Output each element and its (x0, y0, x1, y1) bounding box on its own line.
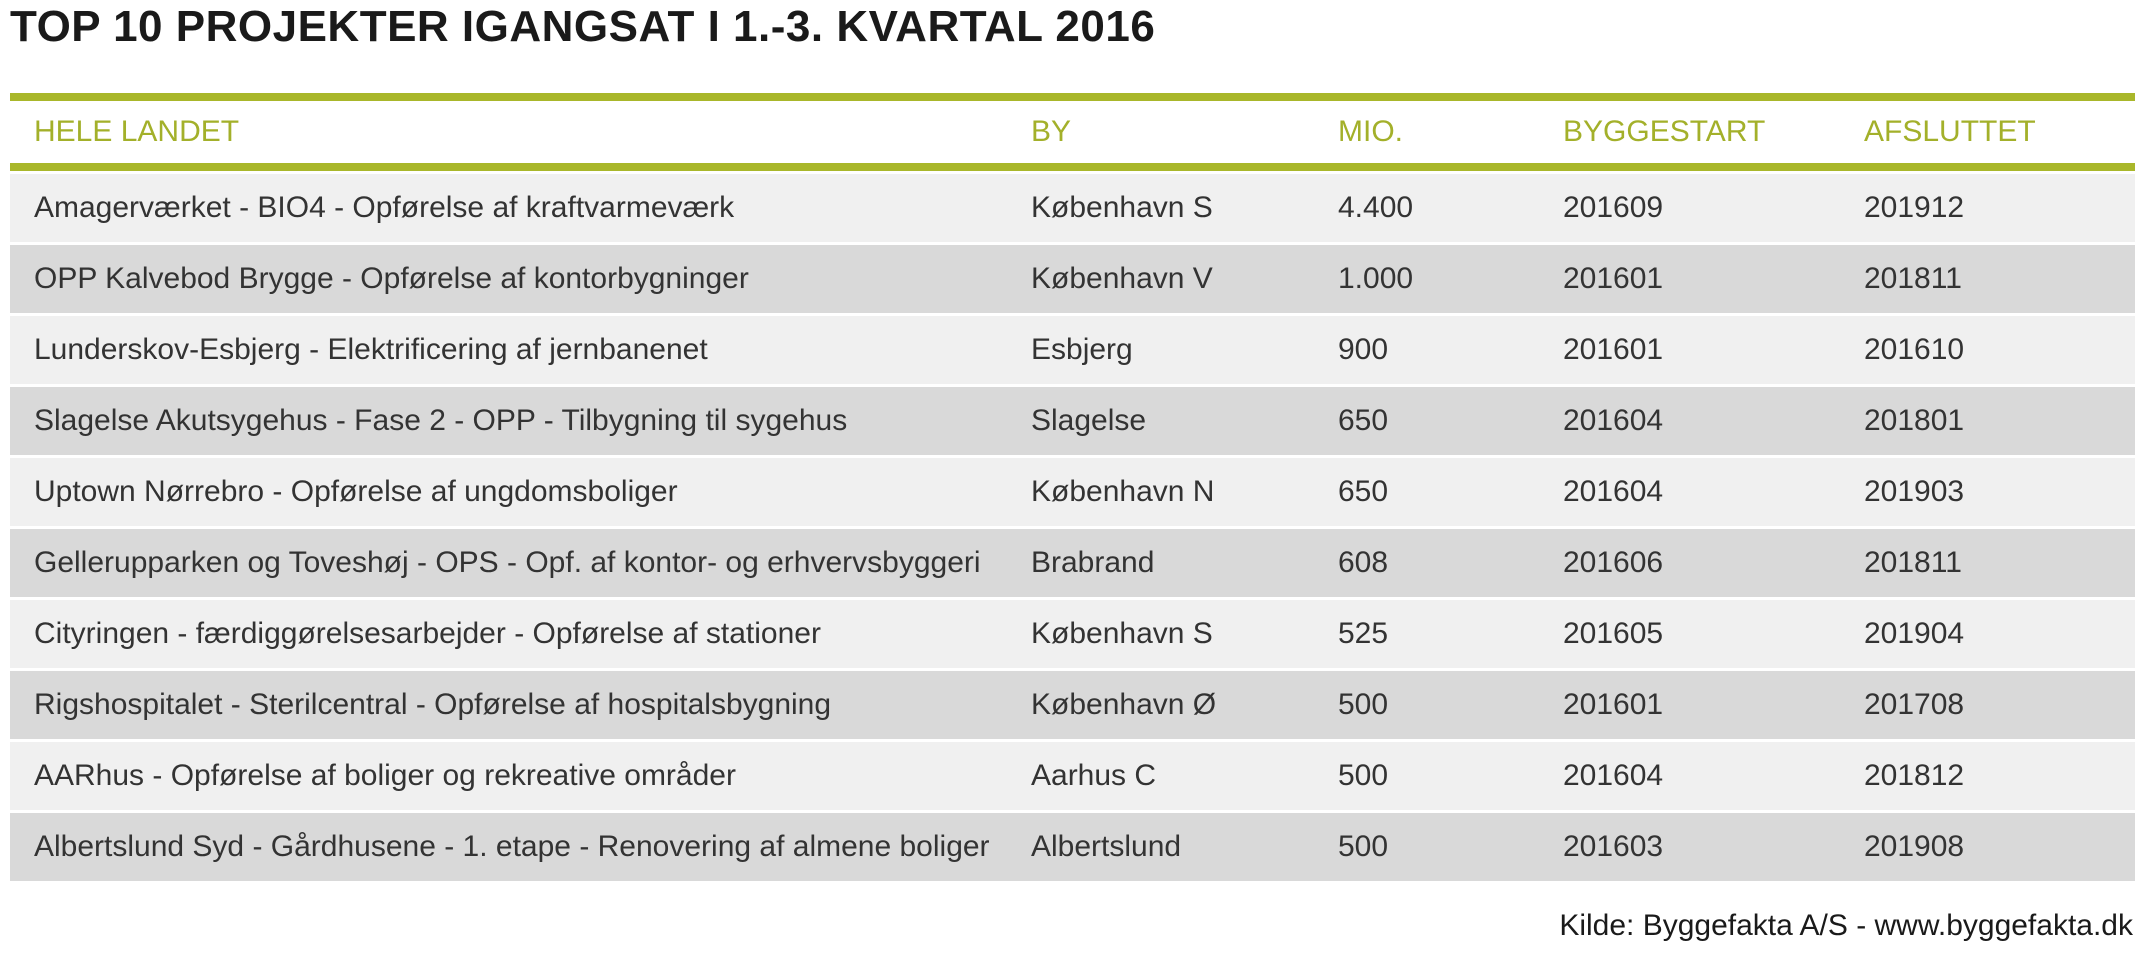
end-cell: 201812 (1864, 759, 1965, 792)
table-row (10, 316, 2135, 384)
project-cell: Amagerværket - BIO4 - Opførelse af kraftvarmeværk (34, 191, 735, 224)
table-row (10, 600, 2135, 668)
amount-cell: 4.400 (1338, 191, 1414, 224)
header-afsluttet: AFSLUTTET (1864, 115, 2036, 148)
end-cell: 201610 (1864, 333, 1965, 366)
header-mio: MIO. (1338, 115, 1403, 148)
city-cell: København S (1031, 617, 1213, 650)
amount-cell: 500 (1338, 759, 1389, 792)
project-cell: Slagelse Akutsygehus - Fase 2 - OPP - Tilbygning til sygehus (34, 404, 848, 437)
city-cell: København S (1031, 191, 1213, 224)
project-cell: Uptown Nørrebro - Opførelse af ungdomsboliger (34, 475, 678, 508)
page-title: TOP 10 PROJEKTER IGANGSAT I 1.-3. KVARTAL 2016 (10, 2, 1156, 51)
table-row (10, 742, 2135, 810)
table-row (10, 458, 2135, 526)
end-cell: 201811 (1864, 546, 1962, 579)
end-cell: 201908 (1864, 830, 1965, 863)
amount-cell: 500 (1338, 688, 1389, 721)
table-row (10, 387, 2135, 455)
source-note: Kilde: Byggefakta A/S - www.byggefakta.dk (1559, 909, 2133, 942)
end-cell: 201801 (1864, 404, 1965, 437)
start-cell: 201604 (1563, 759, 1664, 792)
table-row (10, 245, 2135, 313)
table-header-row (10, 101, 2135, 171)
amount-cell: 1.000 (1338, 262, 1414, 295)
city-cell: København Ø (1031, 688, 1217, 721)
end-cell: 201811 (1864, 262, 1962, 295)
table-row (10, 529, 2135, 597)
end-cell: 201903 (1864, 475, 1965, 508)
header-hele-landet: HELE LANDET (34, 115, 240, 148)
start-cell: 201606 (1563, 546, 1664, 579)
table-body (10, 174, 2135, 881)
start-cell: 201601 (1563, 262, 1664, 295)
amount-cell: 650 (1338, 475, 1389, 508)
table-row (10, 174, 2135, 242)
city-cell: Brabrand (1031, 546, 1155, 579)
city-cell: København N (1031, 475, 1215, 508)
project-cell: Lunderskov-Esbjerg - Elektrificering af jernbanenet (34, 333, 708, 366)
city-cell: København V (1031, 262, 1213, 295)
table-row (10, 813, 2135, 881)
city-cell: Albertslund (1031, 830, 1182, 863)
start-cell: 201601 (1563, 333, 1664, 366)
amount-cell: 500 (1338, 830, 1389, 863)
project-cell: Cityringen - færdiggørelsesarbejder - Opførelse af stationer (34, 617, 821, 650)
end-cell: 201904 (1864, 617, 1965, 650)
amount-cell: 650 (1338, 404, 1389, 437)
start-cell: 201601 (1563, 688, 1664, 721)
project-cell: Gellerupparken og Toveshøj - OPS - Opf. af kontor- og erhvervsbyggeri (34, 546, 981, 579)
start-cell: 201605 (1563, 617, 1664, 650)
table-row (10, 671, 2135, 739)
amount-cell: 525 (1338, 617, 1389, 650)
city-cell: Esbjerg (1031, 333, 1133, 366)
start-cell: 201609 (1563, 191, 1664, 224)
projects-table (10, 93, 2135, 881)
end-cell: 201912 (1864, 191, 1965, 224)
end-cell: 201708 (1864, 688, 1965, 721)
project-cell: Rigshospitalet - Sterilcentral - Opførelse af hospitalsbygning (34, 688, 832, 721)
table-top-rule (10, 93, 2135, 101)
header-by: BY (1031, 115, 1072, 148)
start-cell: 201604 (1563, 404, 1664, 437)
project-cell: OPP Kalvebod Brygge - Opførelse af kontorbygninger (34, 262, 749, 295)
project-cell: Albertslund Syd - Gårdhusene - 1. etape - Renovering af almene boliger (34, 830, 990, 863)
city-cell: Aarhus C (1031, 759, 1157, 792)
amount-cell: 608 (1338, 546, 1389, 579)
amount-cell: 900 (1338, 333, 1389, 366)
project-cell: AARhus - Opførelse af boliger og rekreative områder (34, 759, 736, 792)
city-cell: Slagelse (1031, 404, 1147, 437)
header-byggestart: BYGGESTART (1563, 115, 1766, 148)
start-cell: 201603 (1563, 830, 1664, 863)
start-cell: 201604 (1563, 475, 1664, 508)
